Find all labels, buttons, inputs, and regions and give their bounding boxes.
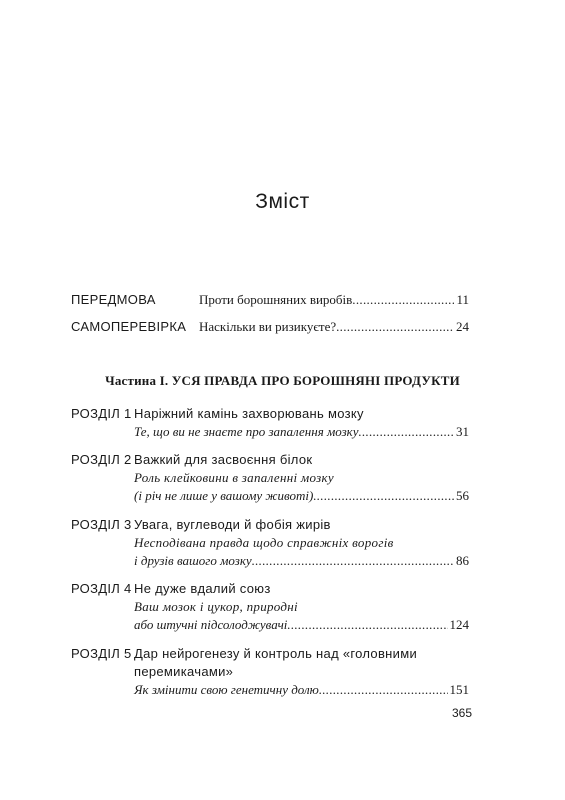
chapter-title-3[interactable]: Увага, вуглеводи й фобія жирів [134,517,331,532]
chapter-label-2: РОЗДІЛ 2 [71,452,132,467]
chapter-title-4[interactable]: Не дуже вдалий союз [134,581,271,596]
page-title: Зміст [255,190,310,213]
page-number: 365 [452,706,473,720]
dot-leader [352,291,454,309]
toc-page-number: 24 [456,319,469,334]
toc-page-number: 11 [456,292,469,307]
toc-entry-text: Наскільки ви ризикуєте? [199,319,337,334]
toc-entry-chapter-4[interactable] [134,616,469,634]
toc-entry-foreword[interactable] [199,291,469,309]
chapter-title-5[interactable]: Дар нейрогенезу й контроль над «головними [134,646,418,661]
chapter-title-1[interactable]: Наріжний камінь захворювань мозку [134,406,364,421]
chapter-label-5: РОЗДІЛ 5 [71,646,132,661]
chapter-subtitle: Те, що ви не знаєте про запалення мозку [134,424,359,439]
chapter-subtitle: (і річ не лише у вашому животі) [134,488,314,503]
toc-page-number: 31 [456,424,469,439]
chapter-label-3: РОЗДІЛ 3 [71,517,132,532]
chapter-title-2[interactable]: Важкий для засвоєння білок [134,452,313,467]
chapter-title-5-continued: перемикачами» [134,664,234,679]
toc-page-number: 86 [456,553,469,568]
toc-entry-chapter-1[interactable] [134,423,469,441]
toc-entry-chapter-5[interactable] [134,681,469,699]
toc-entry-selftest[interactable] [199,318,469,336]
toc-entry-chapter-2[interactable] [134,487,469,505]
dot-leader [287,616,447,634]
part-heading: Частина І. УСЯ ПРАВДА ПРО БОРОШНЯНІ ПРОДУКТИ [105,373,460,388]
dot-leader [319,681,448,699]
chapter-label-4: РОЗДІЛ 4 [71,581,132,596]
toc-page-number: 151 [449,682,469,697]
chapter-subtitle: Несподівана правда щодо справжніх ворогів [134,535,394,550]
chapter-subtitle: або штучні підсолоджувачі [134,617,288,632]
toc-page-number: 56 [456,488,469,503]
chapter-label-1: РОЗДІЛ 1 [71,406,132,421]
dot-leader [313,487,454,505]
chapter-subtitle: Як змінити свою генетичну долю [134,682,319,697]
chapter-subtitle: Роль клейковини в запаленні мозку [134,470,334,485]
chapter-subtitle: Ваш мозок і цукор, природні [134,599,298,614]
front-label-selftest: САМОПЕРЕВІРКА [71,319,187,334]
dot-leader [336,318,454,336]
toc-entry-chapter-3[interactable] [134,552,469,570]
dot-leader [359,423,454,441]
toc-entry-text: Проти борошняних виробів [199,292,353,307]
chapter-subtitle: і друзів вашого мозку [134,553,252,568]
toc-page-number: 124 [449,617,469,632]
front-label-foreword: ПЕРЕДМОВА [71,292,156,307]
dot-leader [252,552,454,570]
